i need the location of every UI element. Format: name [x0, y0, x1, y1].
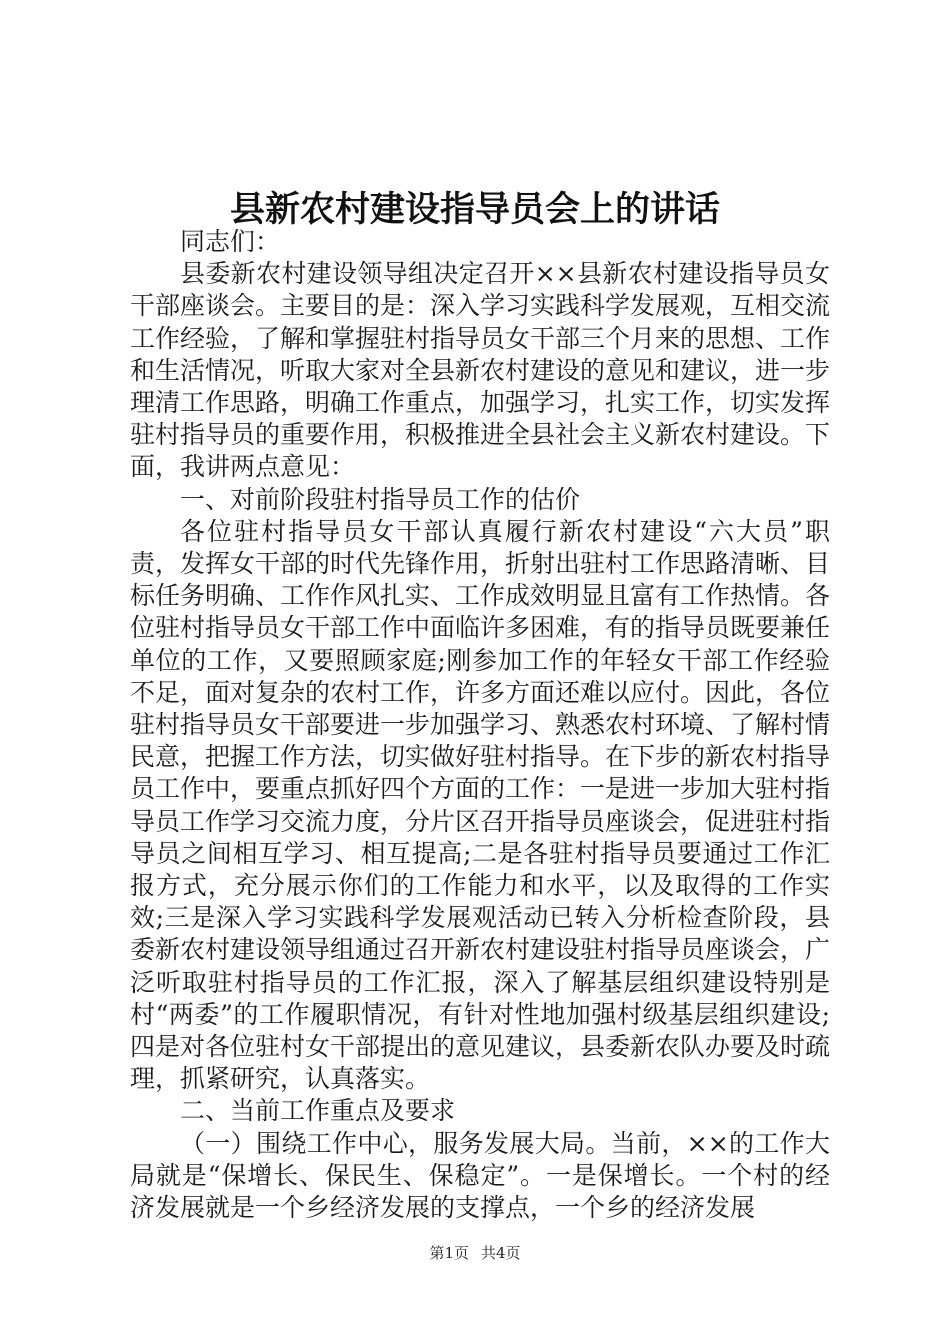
section-2-paragraph: （一）围绕工作中心，服务发展大局。当前，××的工作大局就是“保增长、保民生、保稳定”。一是保增长。一个村的经济发展就是一个乡经济发展的支撑点，一个乡的经济发展 [130, 1128, 830, 1223]
page-title: 县新农村建设指导员会上的讲话 [229, 189, 720, 230]
section-1-paragraph: 各位驻村指导员女干部认真履行新农村建设“六大员”职责，发挥女干部的时代先锋作用，折射出驻村工作思路清晰、目标任务明确、工作作风扎实、工作成效明显且富有工作热情。各位驻村指导员女干部工作中面临许多困难，有的指导员既要兼任单位的工作，又要照顾家庭;刚参加工作的年轻女干部工作经验不足，面对复杂的农村工作，许多方面还难以应付。因此，各位驻村指导员女干部要进一步加强学习、熟悉农村环境、了解村情民意，把握工作方法，切实做好驻村指导。在下步的新农村指导员工作中，要重点抓好四个方面的工作：一是进一步加大驻村指导员工作学习交流力度，分片区召开指导员座谈会，促进驻村指导员之间相互学习、相互提高;二是各驻村指导员要通过工作汇报方式，充分展示你们的工作能力和水平，以及取得的工作实效;三是深入学习实践科学发展观活动已转入分析检查阶段，县委新农村建设领导组通过召开新农村建设驻村指导员座谈会，广泛听取驻村指导员的工作汇报，深入了解基层组织建设特别是村“两委”的工作履职情况，有针对性地加强村级基层组织建设;四是对各位驻村女干部提出的意见建议，县委新农队办要及时疏理，抓紧研究，认真落实。 [130, 516, 831, 1094]
salutation-paragraph: 同志们： [180, 227, 281, 256]
intro-paragraph: 县委新农村建设领导组决定召开××县新农村建设指导员女干部座谈会。主要目的是：深入学习实践科学发展观，互相交流工作经验，了解和掌握驻村指导员女干部三个月来的思想、工作和生活情况，听取大家对全县新农村建设的意见和建议，进一步理清工作思路，明确工作重点，加强学习，扎实工作，切实发挥驻村指导员的重要作用，积极推进全县社会主义新农村建设。下面，我讲两点意见： [130, 259, 831, 482]
page-footer [0, 1243, 950, 1263]
section-heading-1: 一、对前阶段驻村指导员工作的估价 [180, 484, 581, 514]
page-number: 第1页 [429, 1244, 469, 1262]
section-heading-2: 二、当前工作重点及要求 [180, 1096, 456, 1126]
document-body [130, 226, 830, 1224]
page-total: 共4页 [481, 1244, 521, 1262]
